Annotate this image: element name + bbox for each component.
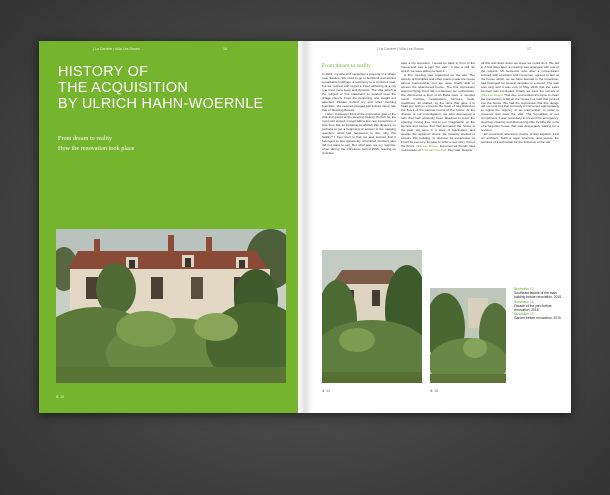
text-column-1 <box>322 73 396 245</box>
caption-label: Illustration 13 <box>514 287 534 291</box>
caption-block <box>514 312 566 320</box>
page-title <box>58 64 293 112</box>
garden-photo <box>430 288 506 383</box>
text-column-3 <box>481 62 559 280</box>
right-page <box>305 41 571 413</box>
villa-photo <box>56 229 286 383</box>
facade-photo-illustration <box>322 250 422 383</box>
title-line: HISTORY OF <box>58 64 149 80</box>
title-line: THE ACQUISITION <box>58 80 189 96</box>
subtitle: From dream to reality <box>58 135 113 142</box>
paragraph: All restoration attentions involve proper logistics. First an architect, build a legal structure, and secure the services of a technician for the follow-up of the site. <box>481 132 559 145</box>
caption-block <box>514 287 566 300</box>
facade-photo <box>322 250 422 383</box>
right-running-head: | La Carrère | Villa Les Roses <box>377 47 424 51</box>
paragraph: I often stopped in front of the impressive gate of the villa and gazed at the sleeping beauty. Perfect for the most part closed, except with a few rare exceptions, it was then like an invitation to abolish this distance, or perhaps to get a beginning of answer to the nagging question: what had happened to this, why this fatality? I then tried to find out and learned that it belonged to two apparently scrambled brothers who did not want to sell. But what was not my surprise, when during the Christmas period 2015, leaning on crutches <box>322 111 396 156</box>
subtitle: How the renovation took place <box>58 144 135 152</box>
paragraph: In 2001, my wife and I acquired a property in a village near Saulieu. We used to go to Euribonil and admire remarkable buildings, a testimony to a centuries past, but we noticed with regret a silent withering of a city one once more lively and dynamic. The villa, which is the subject of this statement, is located near the village church. From the beginning, she caught our attention. Hidden behind ivy and other climbing brambles, she seemed plunged into a deep sleep, like that of Sleeping Beauty. <box>322 73 396 112</box>
magazine-spread <box>39 41 571 413</box>
caption-text: Southeast facade of the main building before renovation, 2015. <box>514 291 563 300</box>
paragraph: all this and deep down we knew we could do it. We did it. A few days later, a meeting was arranged with one of the owners, Mr Semenov, who after a conversation imbued with emotions and memories, agreed to sell us the house which, as we have learned in the meantime, had belonged for several decades to a doctor. The wait was long and it was only in May 2016 that the sales contract was concluded. Finally we were the owners of Villa Les Roses. That day, a torrential rain came to clean the transaction, it fell on the house in a rush that poured into the house. We had the impression that this deluge did not end, but that curiously it intervened appropriately to signal the urgency of an intervention, in order to preserve and save the villa. The formalities of our compliment, it was necessary to prevent the emergency: cleaning, clearing and discovering little by little the ruins of a forgotten house that was desperately waiting for a revision. <box>481 62 559 133</box>
subtitle-list <box>58 134 134 153</box>
left-page-number: 16 <box>223 47 227 51</box>
title-line: BY ULRICH HAHN-WOERNLE <box>58 96 264 112</box>
villa-photo-illustration <box>56 229 286 383</box>
caption-text: Facade of the yard before renovation, 2015. <box>514 303 552 313</box>
section-heading: From dream to reality <box>322 63 371 69</box>
villa-name: Villa Les Roses <box>415 144 438 149</box>
photo-caption-number: ill. 13 <box>56 395 64 399</box>
caption-label: Illustration 15 <box>514 312 534 317</box>
garden-photo-illustration <box>430 288 506 383</box>
right-page-number: 17 <box>527 47 531 51</box>
left-page <box>39 41 305 413</box>
photo2-caption-number: ill. 15 <box>430 389 438 393</box>
left-running-head: | La Carrère | Villa Les Roses <box>93 47 140 51</box>
paragraph: A first meeting was organized on the site. The density of brambles and other plants made the house almost inaccessible, but we were finally able to access the abandoned house. The first impression was horrifying, but it did not dampen our enthusiasm. We discovered a kind of Ali Baba cave, a monster mess! Clothes, newspapers, furniture, beds, medicines, all soaked, by the rains that gave it to heart joy; with us a breeze the feast of rats dotted on the floors of the various rooms of the house. At the chance of our investigation, we also discovered a safe that had obviously been attacked to force the opening. Giving free rein to our imagination on the secrets and stories that had animated the house in the past, we were in a state of fascination, and despite the apparent chaos, we instantly wanted to acquire this building, to discover its experience, to invent its memory, its past, to write a new story, that of the future Villa Les Roses. Experienced friends tried to dissuade us "You can't do that" they said. Despite <box>401 72 475 152</box>
caption-text: Garden before renovation, 2015. <box>514 316 562 321</box>
text-column-2 <box>401 62 475 245</box>
villa-name: Villa Les Roses <box>481 92 503 97</box>
paragraph: after a hip operation, I would go back in front of the house and saw a sign "for sale", it was a call, an arrest; we were willing to hear it. <box>401 62 475 73</box>
caption-label: Illustration 14 <box>514 299 534 304</box>
green-panel <box>39 41 298 413</box>
illustration-captions <box>514 287 566 321</box>
caption-block <box>514 300 566 313</box>
photo1-caption-number: ill. 14 <box>322 389 330 393</box>
quote: "You can't do that" <box>421 147 447 152</box>
